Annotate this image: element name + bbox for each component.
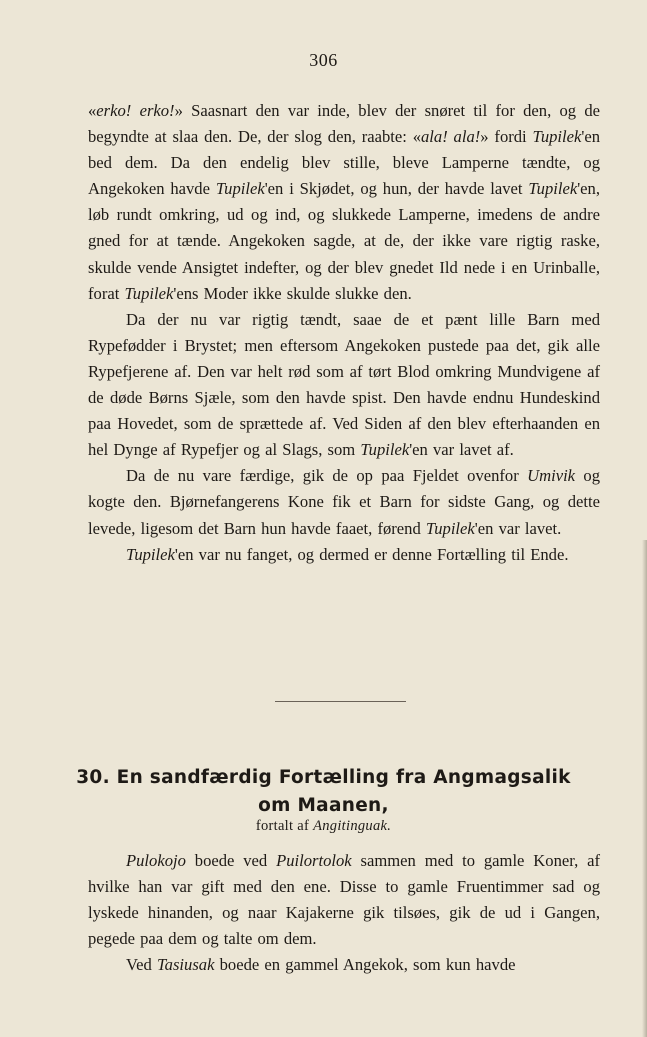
heading-line-2: om Maanen, [258, 795, 389, 816]
paragraph: Ved Tasiusak boede en gammel Angekok, som kun havde [126, 955, 516, 975]
paragraph: Da de nu vare færdige, gik de op paa Fjeldet ovenfor Umivik og kogte den. Bjørnefangerens Kone fik et Barn for sidste Gang, og dette levede, ligesom det Barn hun havde faaet, førend Tupilek'en var lavet. [88, 466, 600, 538]
section-subtitle [0, 818, 647, 835]
page-edge-shadow [642, 540, 647, 1037]
section-heading [0, 764, 647, 820]
paragraph: «erko! erko!» Saasnart den var inde, blev der snøret til for den, og de begyndte at slaa den. De, der slog den, raabte: «ala! ala!» fordi Tupilek'en bed dem. Da den endelig blev stille, bleve Lamperne tændte, og Angekoken havde Tupilek'en i Skjødet, og hun, der havde lavet Tupilek'en, løb rundt omkring, ud og ind, og slukkede Lamperne, imedens de andre gned for at tænde. Angekoken sagde, at de, der ikke vare rigtig raske, skulde vende Ansigtet indefter, og der blev gnedet Ild nede i en Urinballe, forat Tupilek'ens Moder ikke skulde slukke den. [88, 101, 601, 303]
story-ending-text [88, 98, 600, 568]
paragraph: Tupilek'en var nu fanget, og dermed er denne Fortælling til Ende. [126, 544, 569, 564]
page-number: 306 [309, 50, 338, 70]
story-beginning-text [88, 848, 600, 978]
heading-line-1: 30. En sandfærdig Fortælling fra Angmagsalik [76, 767, 571, 788]
paragraph: Pulokojo boede ved Puilortolok sammen med to gamle Koner, af hvilke han var gift med den ene. Disse to gamle Fruentimmer sad og lyskede hinanden, og naar Kajakerne gik tilsøes, gik de ud i Gangen, pegede paa dem og talte om dem. [88, 851, 600, 949]
subtitle-prefix: fortalt af [255, 818, 310, 834]
paragraph: Da der nu var rigtig tændt, saae de et pænt lille Barn med Rypefødder i Brystet; men eftersom Angekoken pustede paa det, gik alle Rypefjerene af. Den var helt rød som af tørt Blod omkring Mundvigene af de døde Børns Sjæle, som den havde spist. Den havde endnu Hundeskind paa Hovedet, som de sprættede af. Ved Siden af den blev efterhaanden en hel Dynge af Rypefjer og al Slags, som Tupilek'en var lavet af. [88, 309, 600, 460]
narrator-name: Angitinguak. [313, 818, 392, 834]
section-divider [275, 701, 406, 702]
